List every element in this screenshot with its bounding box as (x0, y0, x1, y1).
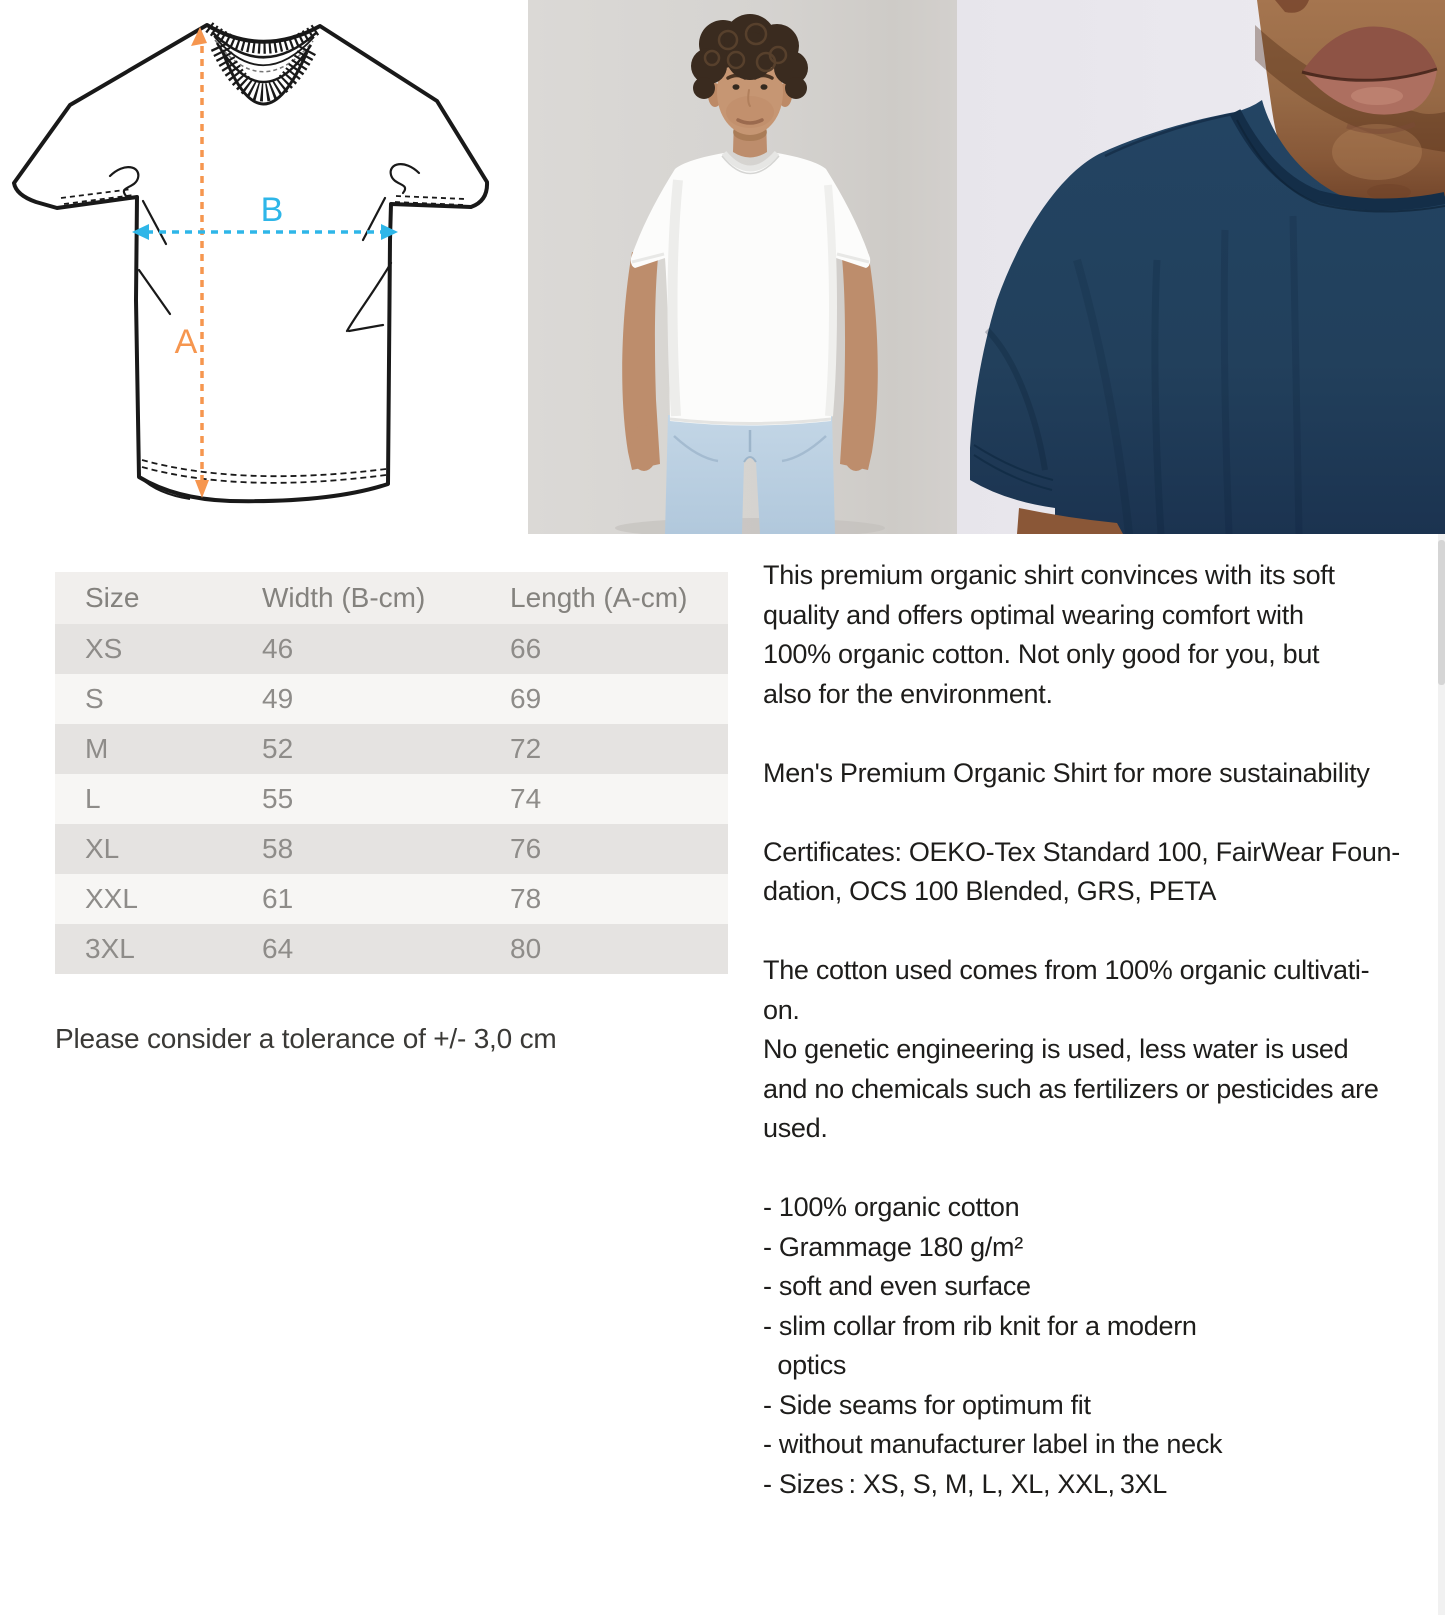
width-value: 61 (262, 883, 294, 914)
width-value: 64 (262, 933, 294, 964)
size-row (55, 874, 728, 924)
description-line: on. (763, 994, 800, 1025)
description-line: quality and offers optimal wearing comfort with (763, 599, 1304, 630)
description-line: This premium organic shirt convinces with its soft (763, 560, 1335, 590)
length-value: 66 (510, 633, 542, 664)
model-photo-svg (528, 0, 957, 534)
width-value: 55 (262, 783, 294, 814)
detail-photo (957, 0, 1445, 534)
description-line: optics (763, 1350, 847, 1380)
width-value: 49 (262, 683, 294, 714)
measure-b-label: B (260, 191, 284, 229)
length-value: 69 (510, 683, 542, 714)
width-value: 58 (262, 833, 294, 864)
size-row (55, 824, 728, 874)
scrollbar-thumb[interactable] (1438, 540, 1445, 685)
size-value: XS (85, 633, 123, 664)
description-line (763, 912, 1413, 952)
size-diagram (0, 0, 528, 534)
description-line: dation, OCS 100 Blended, GRS, PETA (763, 876, 1217, 906)
column-header-width: Width (B-cm) (262, 582, 426, 613)
description-line: No genetic engineering is used, less water is used (763, 1034, 1349, 1064)
size-value: XL (85, 833, 120, 864)
description-line: - without manufacturer label in the neck (763, 1429, 1223, 1459)
description-line: - slim collar from rib knit for a modern (763, 1310, 1197, 1341)
model-photo (528, 0, 957, 534)
description-line: also for the environment. (763, 678, 1053, 709)
detail-photo-svg (957, 0, 1445, 534)
size-value: XXL (85, 883, 138, 914)
description-line: - Side seams for optimum fit (763, 1389, 1091, 1420)
size-row (55, 724, 728, 774)
length-value: 72 (510, 733, 542, 764)
description-line: - soft and even surface (763, 1271, 1031, 1301)
size-value: S (85, 683, 104, 714)
tolerance-note: Please consider a tolerance of +/- 3,0 cm (55, 1023, 557, 1054)
tshirt-diagram-svg (0, 0, 528, 534)
description-line: - 100% organic cotton (763, 1192, 1020, 1222)
size-value: 3XL (85, 933, 135, 964)
length-value: 74 (510, 783, 542, 814)
measure-a-label: A (174, 323, 198, 361)
length-value: 76 (510, 833, 542, 864)
description-line (763, 793, 1413, 833)
size-table-body (55, 624, 728, 974)
length-value: 78 (510, 883, 542, 914)
length-value: 80 (510, 933, 542, 964)
product-description (763, 556, 1413, 1504)
description-line: The cotton used comes from 100% organic cultivati- (763, 955, 1370, 985)
size-row (55, 674, 728, 724)
width-value: 46 (262, 633, 294, 664)
size-table-header (55, 572, 728, 624)
tshirt-outline (14, 25, 487, 501)
size-value: L (85, 783, 101, 814)
column-header-size: Size (85, 582, 140, 613)
column-header-length: Length (A-cm) (510, 582, 688, 613)
description-line: and no chemicals such as fertilizers or pesticides are (763, 1073, 1379, 1104)
description-line: 100% organic cotton. Not only good for you, but (763, 639, 1320, 669)
size-row (55, 774, 728, 824)
description-line: Certificates: OEKO-Tex Standard 100, FairWear Foun- (763, 836, 1400, 867)
description-line: Men's Premium Organic Shirt for more sustainability (763, 757, 1370, 788)
size-row (55, 924, 728, 974)
width-value: 52 (262, 733, 294, 764)
product-images (0, 0, 1445, 534)
description-line (763, 714, 1413, 754)
size-table (55, 572, 728, 974)
description-line: - Grammage 180 g/m² (763, 1231, 1023, 1262)
description-line (763, 1149, 1413, 1189)
scrollbar-track[interactable] (1438, 534, 1445, 1615)
size-row (55, 624, 728, 674)
description-line: - Sizes : XS, S, M, L, XL, XXL, 3XL (763, 1468, 1167, 1499)
description-line: used. (763, 1113, 828, 1143)
size-value: M (85, 733, 109, 764)
